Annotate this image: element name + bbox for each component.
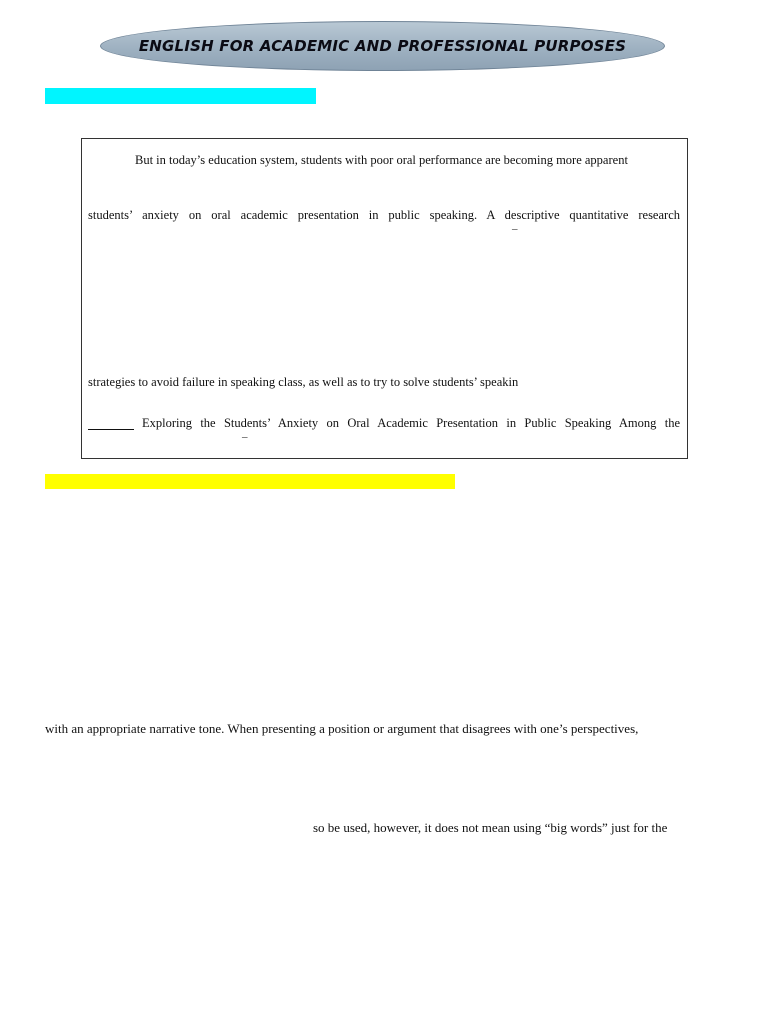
- abstract-line-3: strategies to avoid failure in speaking class, as well as to try to solve students’ speakin: [88, 375, 519, 389]
- cyan-highlight-bar: [45, 88, 316, 104]
- blank-underline: [88, 419, 134, 430]
- abstract-dash-1: –: [512, 223, 518, 235]
- abstract-line-4-row: [88, 417, 680, 430]
- abstract-line-2: students’ anxiety on oral academic presentation in public speaking. A descriptive quantitative research: [88, 208, 680, 222]
- abstract-line-4: Exploring the Students’ Anxiety on Oral Academic Presentation in Public Speaking Among the: [142, 416, 680, 430]
- body-line-2: so be used, however, it does not mean using “big words” just for the: [313, 820, 668, 835]
- abstract-line-1: But in today’s education system, students with poor oral performance are becoming more apparent: [135, 153, 628, 167]
- abstract-dash-2: –: [242, 431, 248, 443]
- body-line-1: with an appropriate narrative tone. When presenting a position or argument that disagrees with one’s perspectives,: [45, 721, 639, 736]
- yellow-highlight-bar: [45, 474, 455, 489]
- title-banner: [100, 21, 665, 71]
- abstract-box: [81, 138, 688, 459]
- page-title: ENGLISH FOR ACADEMIC AND PROFESSIONAL PURPOSES: [138, 37, 627, 55]
